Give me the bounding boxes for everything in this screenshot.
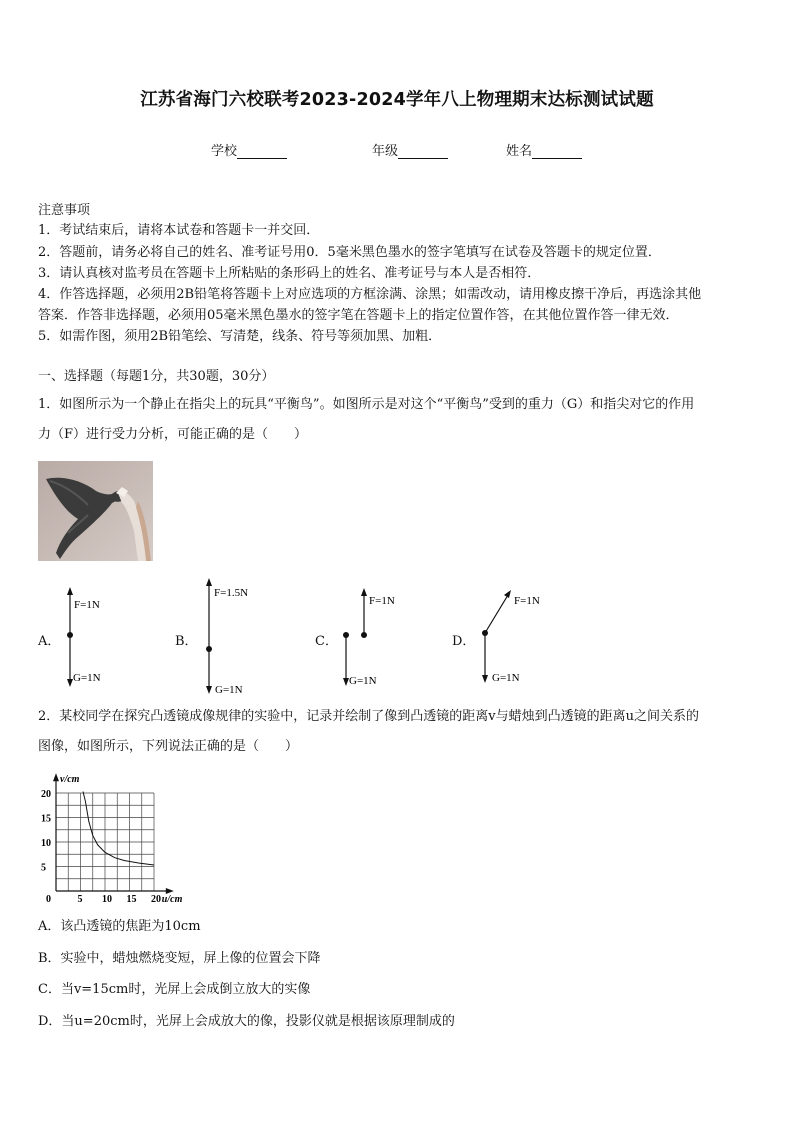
x-tick-label: 10 (102, 894, 112, 904)
force-f-label: F=1N (369, 595, 395, 607)
school-blank[interactable] (237, 145, 287, 159)
q1-option-b-label[interactable]: B． (175, 634, 198, 649)
grade-field[interactable] (372, 140, 448, 159)
q1-option-d-label[interactable]: D． (452, 634, 476, 649)
v-u-chart (30, 768, 200, 904)
x-tick-label: 15 (126, 894, 137, 904)
q2-stem-line2: 图像，如图所示，下列说法正确的是（ ） (38, 739, 299, 754)
name-field[interactable] (506, 140, 582, 159)
x-tick-label: 0 (46, 894, 51, 904)
chart-ticks (41, 789, 161, 904)
q2-option-d[interactable]: D．当u=20cm时，光屏上会成放大的像，投影仪就是根据该原理制成的 (38, 1014, 455, 1029)
section-heading: 一、选择题（每题1分，共30题，30分） (38, 369, 275, 384)
force-g-label: G=1N (215, 684, 243, 696)
school-field[interactable] (211, 140, 287, 159)
q1-stem-line2: 力（F）进行受力分析，可能正确的是（ ） (38, 427, 308, 442)
grade-label: 年级 (372, 144, 399, 159)
force-f-label: F=1N (74, 599, 100, 611)
y-tick-label: 10 (41, 838, 51, 849)
notice-item: 答案．作答非选择题，必须用05毫米黑色墨水的签字笔在答题卡上的指定位置作答，在其他位置作答一律无效． (38, 308, 679, 323)
q2-option-b[interactable]: B．实验中，蜡烛燃烧变短，屏上像的位置会下降 (38, 951, 321, 966)
q1-option-a-diagram[interactable] (60, 585, 120, 695)
q2-option-a[interactable]: A．该凸透镜的焦距为10cm (38, 919, 201, 934)
x-axis-label: u/cm (161, 894, 183, 904)
force-g-label: G=1N (349, 675, 377, 687)
q1-option-d-diagram[interactable] (475, 585, 565, 690)
q1-option-c-diagram[interactable] (335, 585, 415, 690)
force-f-label: F=1N (514, 595, 540, 607)
y-axis-label: v/cm (60, 774, 80, 786)
name-label: 姓名 (506, 144, 533, 159)
balance-bird-photo (38, 461, 153, 561)
q1-option-b-diagram[interactable] (199, 576, 269, 700)
q1-stem-line1: 1．如图所示为一个静止在指尖上的玩具“平衡鸟”。如图所示是对这个“平衡鸟”受到的重力（G）和指尖对它的作用 (38, 397, 695, 412)
school-label: 学校 (211, 144, 238, 159)
notice-item: 4．作答选择题，必须用2B铅笔将答题卡上对应选项的方框涂满、涂黑；如需改动，请用橡皮擦干净后，再选涂其他 (38, 287, 702, 302)
y-tick-label: 20 (41, 789, 51, 800)
grade-blank[interactable] (398, 145, 448, 159)
notice-item: 3．请认真核对监考员在答题卡上所粘贴的条形码上的姓名、准考证号与本人是否相符． (38, 266, 541, 281)
q2-option-c[interactable]: C．当v=15cm时，光屏上会成倒立放大的实像 (38, 982, 311, 997)
page-title: 江苏省海门六校联考2023-2024学年八上物理期末达标测试试题 (140, 90, 654, 110)
q2-stem-line1: 2．某校同学在探究凸透镜成像规律的实验中，记录并绘制了像到凸透镜的距离v与蜡烛到凸透镜的距离u之间关系的 (38, 709, 699, 724)
y-tick-label: 15 (41, 813, 51, 825)
x-tick-label: 5 (77, 894, 83, 904)
y-axis-arrow (53, 773, 59, 781)
notice-item: 2．答题前，请务必将自己的姓名、准考证号用0．5毫米黑色墨水的签字笔填写在试卷及答题卡的规定位置． (38, 245, 661, 260)
notice-heading: 注意事项 (38, 203, 91, 218)
notice-item: 1．考试结束后，请将本试卷和答题卡一并交回． (38, 223, 320, 238)
notice-item: 5．如需作图，须用2B铅笔绘、写清楚，线条、符号等须加黑、加粗． (38, 329, 442, 344)
name-blank[interactable] (532, 145, 582, 159)
force-g-label: G=1N (73, 672, 101, 684)
y-tick-label: 5 (41, 862, 46, 874)
q1-option-c-label[interactable]: C． (315, 634, 338, 649)
chart-grid (56, 793, 154, 891)
chart-axes (53, 773, 174, 894)
force-f-label: F=1.5N (214, 587, 249, 599)
force-g-label: G=1N (492, 672, 520, 684)
x-tick-label: 20 (151, 894, 161, 904)
q1-option-a-label[interactable]: A． (38, 634, 61, 649)
